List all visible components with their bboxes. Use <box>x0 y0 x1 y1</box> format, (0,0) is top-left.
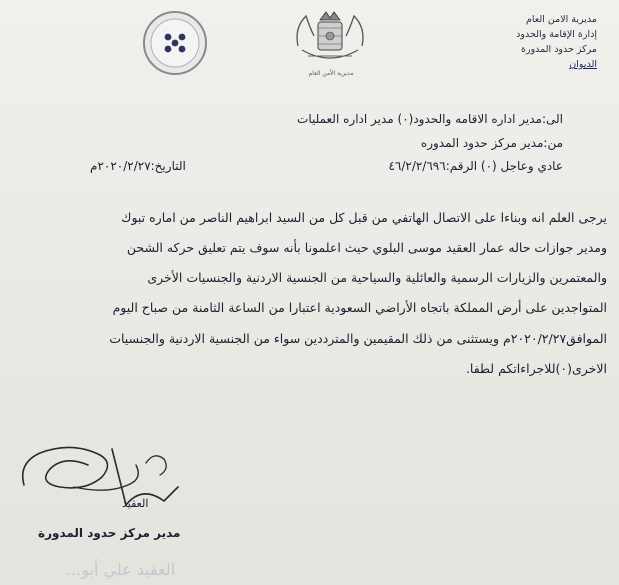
header-line-residency: إدارة الإقامة والحدود <box>516 29 597 40</box>
body-line-6: الاخرى(٠)للاجراءاتكم لطفا. <box>465 361 607 376</box>
body-line-1: يرجى العلم انه وبناءا على الاتصال الهاتفي من قبل كل من السيد ابراهيم الناصر من اماره تبوك <box>121 210 607 225</box>
signatory-title: مدير مركز حدود المدورة <box>38 526 181 540</box>
header-block <box>477 12 597 72</box>
security-seal-logo <box>142 10 208 76</box>
document-date: التاريخ:٢٠٢٠/٢/٢٧م <box>90 159 186 173</box>
emblem-caption: مديرية الأمن العام <box>308 70 354 77</box>
reference-number: عادي وعاجل (٠) الرقم:٤٦/٢/٢/٦٩٦ <box>388 159 563 173</box>
body-line-3: والمعتمرين والزيارات الرسمية والعائلية والسياحية من الجنسية الاردنية والجنسيات الأخرى <box>147 270 607 285</box>
coat-of-arms-emblem <box>290 6 370 72</box>
sender-line: من:مدير مركز حدود المدوره <box>420 136 563 150</box>
handwritten-signature <box>14 425 194 517</box>
header-line-center: مركز حدود المدورة <box>521 44 597 55</box>
body-line-5: الموافق٢٠٢٠/٢/٢٧م ويستثنى من ذلك المقيمين والمترددين سواء من الجنسية الاردنية والجنسيات <box>109 331 607 346</box>
bleed-through-text: العقيد علي أبو... <box>66 560 176 579</box>
addressee-line: الى:مدير اداره الاقامه والحدود(٠) مدير اداره العمليات <box>297 112 563 126</box>
body-line-4: المتواجدين على أرض المملكة باتجاه الأراضي السعودية اعتبارا من الساعة الثامنة من صباح اليوم <box>112 300 607 315</box>
header-line-diwan: الديوان <box>569 59 597 70</box>
body-line-2: ومدير جوازات حاله عمار العقيد موسى البلوي حيث اعلمونا بأنه سوف يتم تعليق حركه الشحن <box>126 240 607 255</box>
header-line-security: مديرية الامن العام <box>525 14 597 25</box>
signatory-rank: العقيد <box>122 497 149 510</box>
